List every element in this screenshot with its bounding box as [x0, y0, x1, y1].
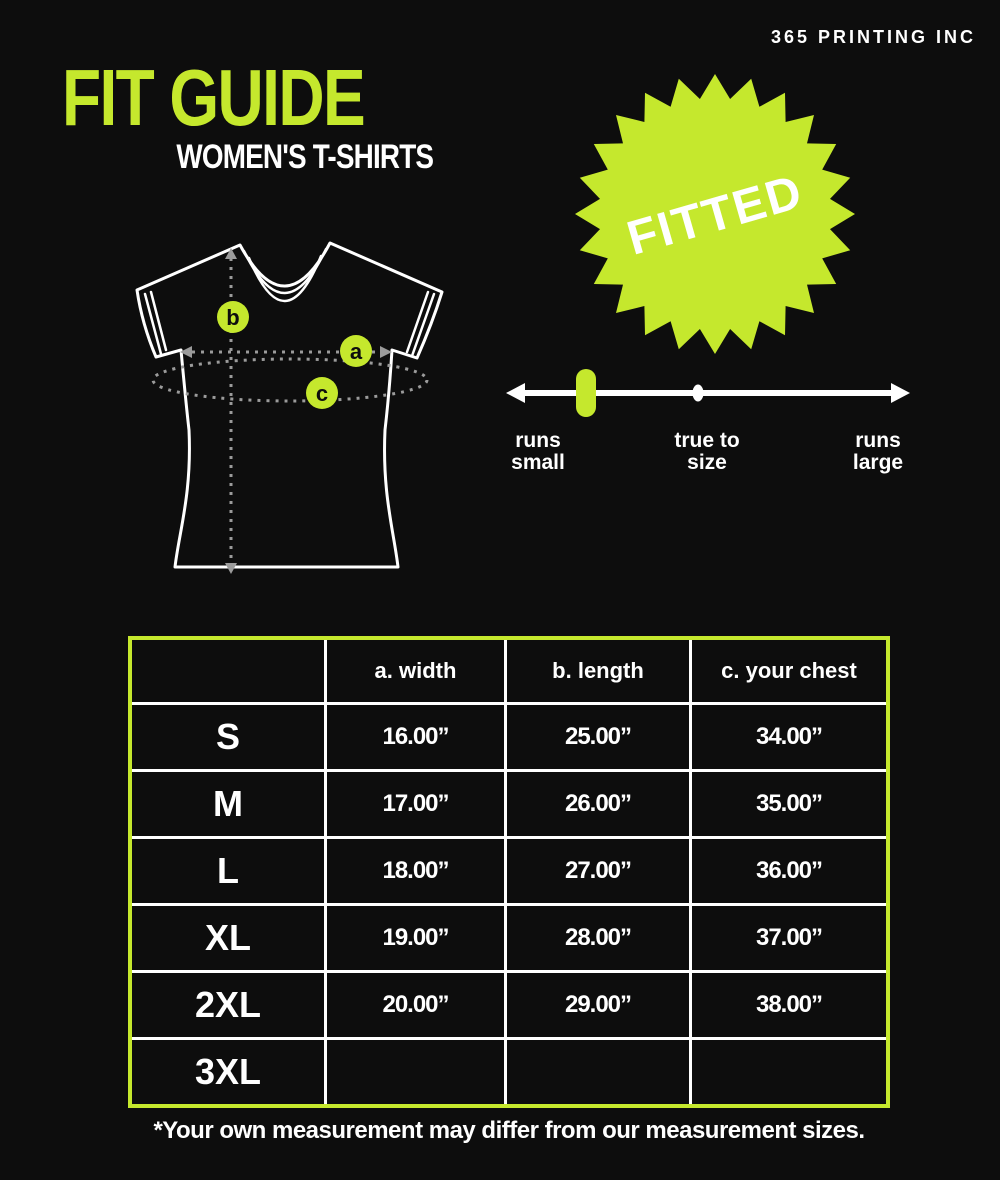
- fitted-badge: [570, 66, 860, 362]
- tshirt-outline-icon: [137, 243, 442, 567]
- fit-scale-marker: [576, 369, 596, 417]
- table-value-cell: 28.00”: [507, 906, 689, 970]
- table-value-cell: 38.00”: [692, 973, 886, 1037]
- footnote: *Your own measurement may differ from our measurement sizes.: [153, 1117, 865, 1144]
- measurement-ellipse-chest: [153, 359, 427, 401]
- table-header-cell-a-width: a. width: [327, 640, 504, 702]
- fit-scale-label-runs-small: runs small: [511, 429, 565, 474]
- marker-a-letter: a: [349, 339, 363, 364]
- fitted-badge-label: FITTED: [621, 165, 810, 266]
- table-size-cell: 3XL: [132, 1040, 324, 1104]
- table-value-cell: [327, 1040, 504, 1104]
- table-value-cell: 19.00”: [327, 906, 504, 970]
- table-value-cell: [507, 1040, 689, 1104]
- brand-text: 365 PRINTING INC: [770, 27, 976, 47]
- marker-b-letter: b: [226, 305, 240, 330]
- fit-scale-label-runs-large: runs large: [852, 429, 904, 474]
- size-table: [128, 636, 890, 1108]
- table-value-cell: 16.00”: [327, 705, 504, 769]
- table-value-cell: 18.00”: [327, 839, 504, 903]
- table-value-cell: 29.00”: [507, 973, 689, 1037]
- table-value-cell: 20.00”: [327, 973, 504, 1037]
- tshirt-diagram: [120, 232, 460, 577]
- table-value-cell: 25.00”: [507, 705, 689, 769]
- table-size-cell: S: [132, 705, 324, 769]
- table-header-cell: [132, 640, 324, 702]
- fit-scale: [498, 365, 918, 421]
- table-value-cell: 27.00”: [507, 839, 689, 903]
- marker-c-letter: c: [315, 381, 329, 406]
- table-value-cell: 34.00”: [692, 705, 886, 769]
- table-size-cell: L: [132, 839, 324, 903]
- table-value-cell: 17.00”: [327, 772, 504, 836]
- measurement-arrowheads: [180, 248, 392, 574]
- table-header-cell-b-length: b. length: [507, 640, 689, 702]
- table-header-cell-c-your-chest: c. your chest: [692, 640, 886, 702]
- page-title: FIT GUIDE: [62, 53, 365, 142]
- table-value-cell: 37.00”: [692, 906, 886, 970]
- table-size-cell: 2XL: [132, 973, 324, 1037]
- measurement-markers: [217, 301, 372, 409]
- table-size-cell: XL: [132, 906, 324, 970]
- fit-scale-center-dot: [693, 385, 704, 402]
- page-subtitle: WOMEN'S T-SHIRTS: [176, 138, 433, 176]
- table-value-cell: 36.00”: [692, 839, 886, 903]
- table-size-cell: M: [132, 772, 324, 836]
- table-value-cell: 26.00”: [507, 772, 689, 836]
- fit-scale-labels: [498, 430, 918, 484]
- table-value-cell: [692, 1040, 886, 1104]
- table-value-cell: 35.00”: [692, 772, 886, 836]
- fit-scale-label-true-to-size: true to size: [674, 429, 740, 474]
- fit-scale-arrow: [506, 383, 910, 403]
